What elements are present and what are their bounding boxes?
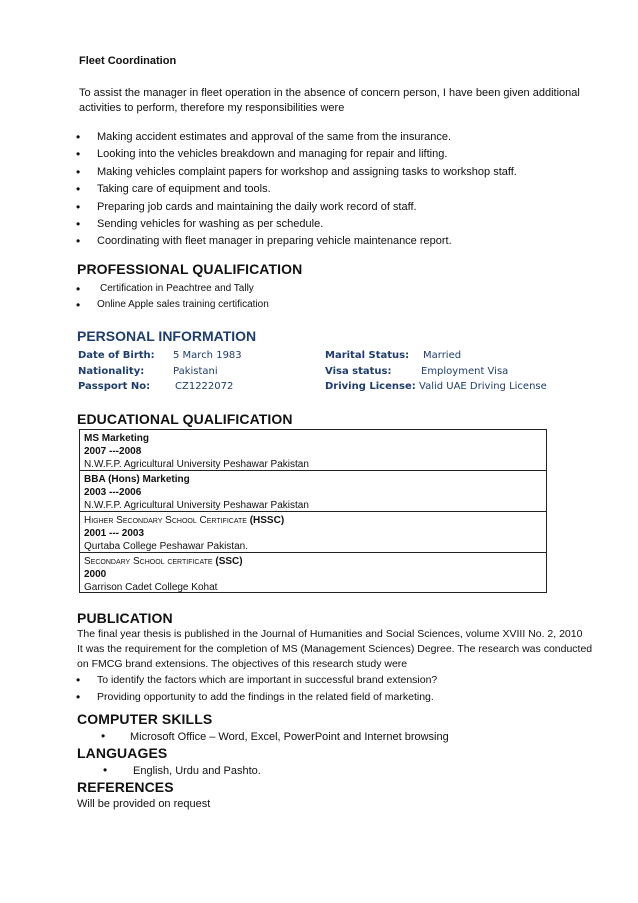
visa-label: Visa status: [325,366,392,377]
ms-institution: N.W.F.P. Agricultural University Peshawar Pakistan [84,459,309,470]
fleet-intro-line1: To assist the manager in fleet operation in the absence of concern person, I have been given additional [79,87,580,99]
table-row [80,552,546,593]
bullet-icon: • [76,217,81,232]
bullet-icon: • [76,298,81,312]
bba-institution: N.W.F.P. Agricultural University Peshawar Pakistan [84,500,309,511]
languages-heading: LANGUAGES [77,745,168,761]
list-item: • Certification in Peachtree and Tally [76,282,254,296]
bullet-icon: • [103,763,108,777]
bullet-icon: • [76,164,81,179]
ssc-name: Secondary School certificate [84,556,213,567]
list-item: • Sending vehicles for washing as per schedule. [76,216,517,233]
education-table [79,429,547,593]
table-row [80,470,546,511]
hssc-years: 2001 --- 2003 [84,528,145,539]
references-heading: REFERENCES [77,779,174,795]
computer-heading: COMPUTER SKILLS [77,711,213,727]
list-item: • Making accident estimates and approval of the same from the insurance. [76,129,517,146]
list-item: • Making vehicles complaint papers for workshop and assigning tasks to workshop staff. [76,164,517,181]
professional-heading: PROFESSIONAL QUALIFICATION [77,261,303,277]
ssc-abbr: (SSC) [215,556,243,567]
dob-label: Date of Birth: [78,350,155,361]
table-row [80,430,546,470]
bullet-icon: • [76,673,81,687]
bullet-icon: • [76,147,81,162]
bullet-icon: • [101,729,106,743]
references-text: Will be provided on request [77,798,211,810]
ms-years: 2007 ---2008 [84,446,142,457]
table-row [80,511,546,552]
passport-value: CZ1222072 [175,381,234,392]
bullet-icon: • [76,182,81,197]
bullet-icon: • [76,130,81,144]
nationality-value: Pakistani [173,366,218,377]
hssc-title [84,514,284,527]
publication-line2: It was the requirement for the completion of MS (Management Sciences) Degree. The research was conducted [77,643,593,655]
publication-line1: The final year thesis is published in the Journal of Humanities and Social Sciences, volume XVIII No. 2, 2010 [77,628,583,640]
list-item: • Providing opportunity to add the findings in the related field of marketing. [76,690,434,704]
nationality-label: Nationality: [78,366,145,377]
publication-line3: on FMCG brand extensions. The objectives of this research study were [77,658,408,670]
languages-item: English, Urdu and Pashto. [133,765,261,777]
list-item: • Coordinating with fleet manager in preparing vehicle maintenance report. [76,233,517,250]
visa-value: Employment Visa [421,366,509,377]
list-item: • Looking into the vehicles breakdown and managing for repair and lifting. [76,146,517,163]
fleet-intro-line2: activities to perform, therefore my responsibilities were [79,102,345,114]
bba-degree: BBA (Hons) Marketing [84,474,190,485]
dob-value: 5 March 1983 [173,350,242,361]
passport-label: Passport No: [78,381,151,392]
bullet-icon: • [76,199,81,214]
ssc-year: 2000 [84,569,107,580]
list-item: • Preparing job cards and maintaining the daily work record of staff. [76,199,517,216]
bullet-icon: • [76,690,81,704]
list-item: • To identify the factors which are important in successful brand extension? [76,673,438,687]
list-item: • Taking care of equipment and tools. [76,181,517,198]
ssc-title [84,555,243,568]
education-heading: EDUCATIONAL QUALIFICATION [77,411,293,427]
fleet-responsibilities-list [76,129,517,251]
bullet-icon: • [76,282,81,296]
publication-objectives-list [76,672,437,706]
fleet-title: Fleet Coordination [79,55,177,67]
hssc-abbr: (HSSC) [249,515,285,526]
license-label: Driving License: [325,381,416,392]
bba-years: 2003 ---2006 [84,487,142,498]
professional-list [76,281,269,313]
bullet-icon: • [76,234,81,249]
hssc-institution: Qurtaba College Peshawar Pakistan. [84,541,248,552]
ssc-institution: Garrison Cadet College Kohat [84,582,218,593]
hssc-name: Higher Secondary School Certificate [84,515,247,526]
computer-item: Microsoft Office – Word, Excel, PowerPoint and Internet browsing [130,731,449,743]
ms-degree: MS Marketing [84,433,150,444]
license-value: Valid UAE Driving License [419,381,547,392]
marital-label: Marital Status: [325,350,410,361]
marital-value: Married [423,350,462,361]
publication-heading: PUBLICATION [77,610,173,626]
personal-heading: PERSONAL INFORMATION [77,328,257,344]
list-item: • Online Apple sales training certification [76,298,269,312]
